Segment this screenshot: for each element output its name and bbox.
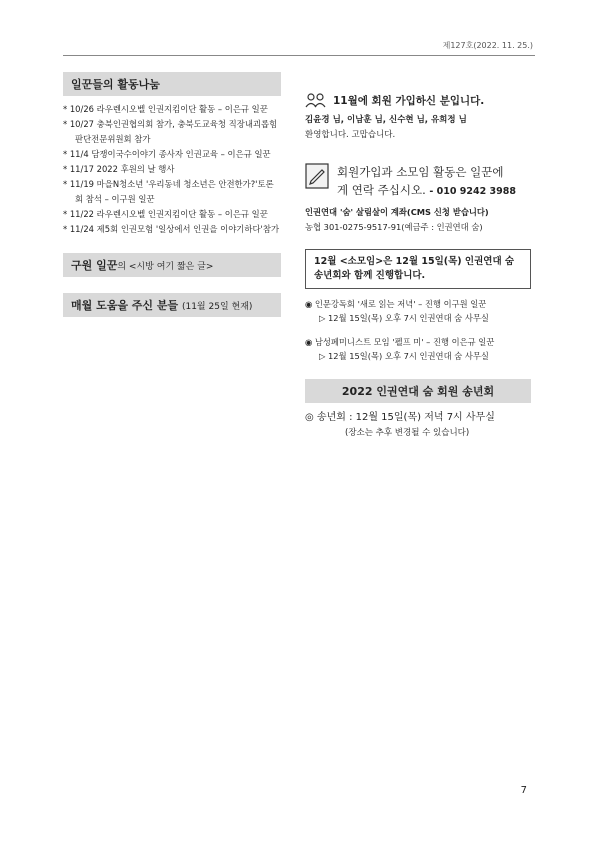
short-writing-title-suffix: 의 <시방 여기 짧은 글> — [117, 262, 214, 272]
event-item — [305, 297, 531, 325]
list-item: * 11/19 마을N청소년 '우리동네 청소년은 안전한가?'토론 — [63, 179, 274, 189]
activities-list — [63, 102, 281, 237]
small-group-title — [305, 249, 531, 289]
year-end-title: 2022 인권연대 숨 회원 송년회 — [305, 379, 531, 403]
welcome-thanks: 환영합니다. 고맙습니다. — [305, 130, 396, 140]
header-rule — [63, 55, 535, 56]
event-detail: ▷ 12월 15일(목) 오후 7시 인권연대 숨 사무실 — [319, 313, 489, 323]
people-icon — [305, 92, 327, 108]
event-name: ◉ 인문강독회 '새로 읽는 저녁' – 진행 이구원 일꾼 — [305, 299, 487, 309]
welcome-section — [305, 92, 531, 143]
list-item: 회 참석 – 이구원 일꾼 — [75, 194, 155, 204]
activities-title: 일꾼들의 활동나눔 — [63, 72, 281, 96]
contact-line2-row — [337, 181, 516, 201]
small-group-title-line2: 송년회와 함께 진행합니다. — [314, 270, 426, 281]
memo-icon — [305, 163, 329, 201]
short-writing-title-prefix: 구원 일꾼 — [71, 259, 118, 272]
list-item: * 10/26 라우렌시오벨 인권지킴이단 활동 – 이은규 일꾼 — [63, 104, 268, 114]
issue-header: 제127호(2022. 11. 25.) — [442, 41, 533, 50]
list-item: * 11/24 제5회 인권모험 '일상에서 인권을 이야기하다'참가 — [63, 224, 280, 234]
year-end-date: ◎ 송년회 : 12월 15일(목) 저녁 7시 사무실 — [305, 412, 495, 423]
list-item: 판단전문위원회 참가 — [75, 134, 151, 144]
welcome-title — [305, 92, 531, 108]
contact-line2: 게 연락 주십시오. — [337, 183, 426, 197]
donors-title — [63, 293, 281, 317]
list-item: * 10/27 충북인권협의회 참가, 충북도교육청 직장내괴롭힘 — [63, 119, 278, 129]
right-column — [305, 72, 531, 441]
left-column — [63, 72, 281, 323]
list-item: * 11/4 담쟁이국수이야기 종사자 인권교육 – 이은규 일꾼 — [63, 149, 271, 159]
short-writing-title — [63, 253, 281, 277]
contact-line1: 회원가입과 소모임 활동은 일꾼에 — [337, 165, 504, 179]
account-number: 농협 301-0275-9517-91(예금주 : 인권연대 숨) — [305, 222, 483, 232]
bank-info — [305, 205, 531, 235]
donors-date-note: (11월 25일 현재) — [181, 302, 253, 312]
year-end-note: (장소는 추후 변경될 수 있습니다) — [345, 428, 470, 438]
donors-title-text: 매월 도움을 주신 분들 — [71, 299, 179, 312]
welcome-names: 김윤경 님, 이남훈 님, 신수현 님, 유희정 님 — [305, 115, 467, 125]
list-item: * 11/22 라우렌시오벨 인권지킴이단 활동 – 이은규 일꾼 — [63, 209, 268, 219]
list-item: * 11/17 2022 후원의 날 행사 — [63, 164, 175, 174]
account-title: 인권연대 '숨' 살림살이 계좌(CMS 신청 받습니다) — [305, 207, 489, 217]
small-group-title-line1: 12월 <소모임>은 12월 15일(목) 인권연대 숨 — [314, 256, 515, 267]
contact-section — [305, 163, 531, 201]
contact-phone: - 010 9242 3988 — [429, 186, 516, 197]
event-item — [305, 335, 531, 363]
event-detail: ▷ 12월 15일(목) 오후 7시 인권연대 숨 사무실 — [319, 351, 489, 361]
page-number: 7 — [520, 785, 527, 796]
welcome-title-text: 11월에 회원 가입하신 분입니다. — [333, 94, 485, 107]
event-name: ◉ 남성페미니스트 모임 '펠프 미' – 진행 이은규 일꾼 — [305, 337, 495, 347]
